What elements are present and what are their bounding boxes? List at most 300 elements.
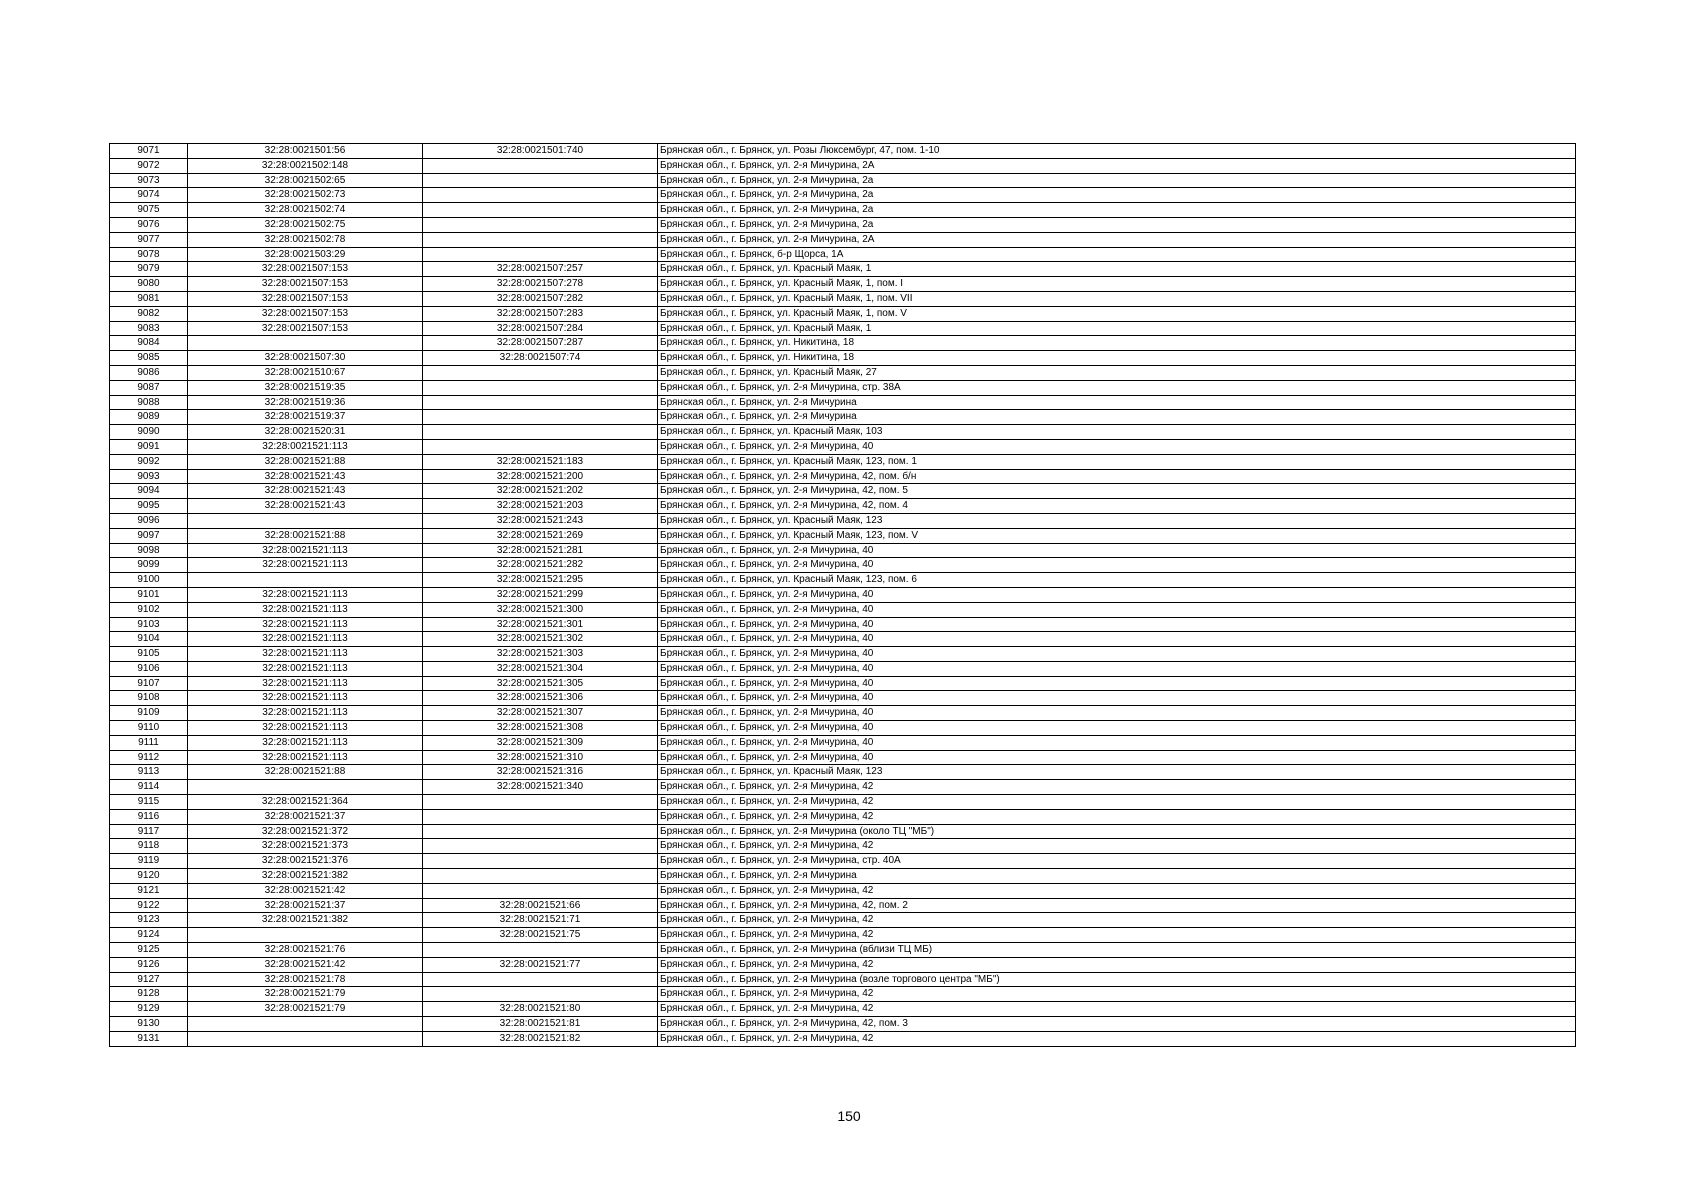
row-number-cell: 9076	[110, 217, 188, 232]
object-cadastral-number-cell: 32:28:0021521:282	[423, 558, 658, 573]
address-cell: Брянская обл., г. Брянск, ул. 2-я Мичурина, 42, пом. б/н	[658, 469, 1576, 484]
table-row	[110, 499, 1576, 514]
table-row	[110, 617, 1576, 632]
address-cell: Брянская обл., г. Брянск, ул. 2-я Мичурина, 40	[658, 632, 1576, 647]
object-cadastral-number-cell: 32:28:0021521:300	[423, 602, 658, 617]
cadastral-number-cell: 32:28:0021521:42	[188, 957, 423, 972]
table-row	[110, 647, 1576, 662]
cadastral-number-cell: 32:28:0021507:153	[188, 262, 423, 277]
row-number-cell: 9091	[110, 439, 188, 454]
table-row	[110, 869, 1576, 884]
object-cadastral-number-cell	[423, 795, 658, 810]
address-cell: Брянская обл., г. Брянск, ул. 2-я Мичурина, 42	[658, 839, 1576, 854]
object-cadastral-number-cell: 32:28:0021507:287	[423, 336, 658, 351]
row-number-cell: 9122	[110, 898, 188, 913]
object-cadastral-number-cell: 32:28:0021521:295	[423, 573, 658, 588]
table-row	[110, 957, 1576, 972]
cadastral-number-cell: 32:28:0021521:113	[188, 587, 423, 602]
table-row	[110, 380, 1576, 395]
table-row	[110, 173, 1576, 188]
row-number-cell: 9126	[110, 957, 188, 972]
table-row	[110, 425, 1576, 440]
table-row	[110, 543, 1576, 558]
cadastral-number-cell: 32:28:0021521:79	[188, 1002, 423, 1017]
address-cell: Брянская обл., г. Брянск, ул. 2-я Мичурина, 2А	[658, 158, 1576, 173]
table-row	[110, 336, 1576, 351]
address-cell: Брянская обл., г. Брянск, ул. 2-я Мичурина, 40	[658, 587, 1576, 602]
row-number-cell: 9109	[110, 706, 188, 721]
table-row	[110, 839, 1576, 854]
cadastral-number-cell: 32:28:0021521:113	[188, 543, 423, 558]
object-cadastral-number-cell: 32:28:0021521:80	[423, 1002, 658, 1017]
object-cadastral-number-cell	[423, 972, 658, 987]
address-cell: Брянская обл., г. Брянск, ул. 2-я Мичурина, 42	[658, 795, 1576, 810]
address-cell: Брянская обл., г. Брянск, ул. 2-я Мичурина, 42, пом. 5	[658, 484, 1576, 499]
row-number-cell: 9117	[110, 824, 188, 839]
cadastral-number-cell: 32:28:0021510:67	[188, 365, 423, 380]
table-row	[110, 1031, 1576, 1046]
object-cadastral-number-cell: 32:28:0021521:66	[423, 898, 658, 913]
row-number-cell: 9090	[110, 425, 188, 440]
row-number-cell: 9105	[110, 647, 188, 662]
address-cell: Брянская обл., г. Брянск, ул. Никитина, 18	[658, 336, 1576, 351]
table-row	[110, 232, 1576, 247]
table-row	[110, 513, 1576, 528]
row-number-cell: 9103	[110, 617, 188, 632]
table-row	[110, 765, 1576, 780]
object-cadastral-number-cell: 32:28:0021521:303	[423, 647, 658, 662]
object-cadastral-number-cell: 32:28:0021521:301	[423, 617, 658, 632]
table-row	[110, 439, 1576, 454]
address-cell: Брянская обл., г. Брянск, ул. 2-я Мичурина, 42, пом. 4	[658, 499, 1576, 514]
row-number-cell: 9094	[110, 484, 188, 499]
row-number-cell: 9123	[110, 913, 188, 928]
table-row	[110, 321, 1576, 336]
object-cadastral-number-cell: 32:28:0021521:304	[423, 661, 658, 676]
table-row	[110, 824, 1576, 839]
cadastral-number-cell: 32:28:0021507:153	[188, 321, 423, 336]
cadastral-number-cell: 32:28:0021502:78	[188, 232, 423, 247]
table-row	[110, 573, 1576, 588]
address-cell: Брянская обл., г. Брянск, ул. 2-я Мичурина	[658, 395, 1576, 410]
cadastral-number-cell: 32:28:0021521:88	[188, 765, 423, 780]
address-cell: Брянская обл., г. Брянск, ул. 2-я Мичурина, 40	[658, 558, 1576, 573]
row-number-cell: 9115	[110, 795, 188, 810]
row-number-cell: 9111	[110, 735, 188, 750]
cadastral-number-cell: 32:28:0021519:36	[188, 395, 423, 410]
object-cadastral-number-cell	[423, 365, 658, 380]
table-row	[110, 587, 1576, 602]
object-cadastral-number-cell: 32:28:0021521:203	[423, 499, 658, 514]
cadastral-number-cell: 32:28:0021520:31	[188, 425, 423, 440]
object-cadastral-number-cell	[423, 809, 658, 824]
cadastral-number-cell: 32:28:0021502:73	[188, 188, 423, 203]
object-cadastral-number-cell: 32:28:0021507:283	[423, 306, 658, 321]
cadastral-number-cell: 32:28:0021521:37	[188, 809, 423, 824]
address-cell: Брянская обл., г. Брянск, ул. 2-я Мичурина, стр. 40А	[658, 854, 1576, 869]
row-number-cell: 9131	[110, 1031, 188, 1046]
object-cadastral-number-cell: 32:28:0021521:310	[423, 750, 658, 765]
table-row	[110, 217, 1576, 232]
cadastral-number-cell: 32:28:0021501:56	[188, 144, 423, 159]
table-row	[110, 795, 1576, 810]
row-number-cell: 9125	[110, 943, 188, 958]
table-row	[110, 691, 1576, 706]
object-cadastral-number-cell	[423, 869, 658, 884]
address-cell: Брянская обл., г. Брянск, ул. Красный Маяк, 103	[658, 425, 1576, 440]
address-cell: Брянская обл., г. Брянск, ул. 2-я Мичурина, 2а	[658, 188, 1576, 203]
table-row	[110, 661, 1576, 676]
cadastral-number-cell	[188, 573, 423, 588]
table-row	[110, 277, 1576, 292]
row-number-cell: 9072	[110, 158, 188, 173]
table-row	[110, 750, 1576, 765]
row-number-cell: 9114	[110, 780, 188, 795]
address-cell: Брянская обл., г. Брянск, ул. 2-я Мичурина, 2а	[658, 217, 1576, 232]
cadastral-number-cell: 32:28:0021521:382	[188, 869, 423, 884]
cadastral-number-cell: 32:28:0021521:113	[188, 632, 423, 647]
cadastral-number-cell: 32:28:0021521:113	[188, 647, 423, 662]
row-number-cell: 9093	[110, 469, 188, 484]
address-cell: Брянская обл., г. Брянск, ул. Розы Люксембург, 47, пом. 1-10	[658, 144, 1576, 159]
cadastral-number-cell: 32:28:0021521:43	[188, 469, 423, 484]
address-cell: Брянская обл., г. Брянск, ул. 2-я Мичурина, 2а	[658, 173, 1576, 188]
table-row	[110, 484, 1576, 499]
cadastral-number-cell: 32:28:0021521:79	[188, 987, 423, 1002]
table-row	[110, 987, 1576, 1002]
cadastral-number-cell	[188, 336, 423, 351]
table-row	[110, 943, 1576, 958]
table-row	[110, 365, 1576, 380]
table-row	[110, 351, 1576, 366]
address-cell: Брянская обл., г. Брянск, ул. Красный Маяк, 1, пом. V	[658, 306, 1576, 321]
table-row	[110, 928, 1576, 943]
object-cadastral-number-cell	[423, 217, 658, 232]
object-cadastral-number-cell: 32:28:0021521:305	[423, 676, 658, 691]
address-cell: Брянская обл., г. Брянск, ул. 2-я Мичурина, 40	[658, 676, 1576, 691]
cadastral-number-cell	[188, 513, 423, 528]
object-cadastral-number-cell: 32:28:0021521:243	[423, 513, 658, 528]
address-cell: Брянская обл., г. Брянск, ул. 2-я Мичурина, 40	[658, 647, 1576, 662]
cadastral-number-cell: 32:28:0021521:113	[188, 602, 423, 617]
address-cell: Брянская обл., г. Брянск, ул. 2-я Мичурина, 40	[658, 617, 1576, 632]
row-number-cell: 9112	[110, 750, 188, 765]
cadastral-number-cell: 32:28:0021519:37	[188, 410, 423, 425]
object-cadastral-number-cell: 32:28:0021501:740	[423, 144, 658, 159]
object-cadastral-number-cell: 32:28:0021521:200	[423, 469, 658, 484]
table-row	[110, 706, 1576, 721]
cadastral-number-cell: 32:28:0021521:113	[188, 558, 423, 573]
object-cadastral-number-cell	[423, 839, 658, 854]
table-row	[110, 809, 1576, 824]
row-number-cell: 9097	[110, 528, 188, 543]
row-number-cell: 9106	[110, 661, 188, 676]
object-cadastral-number-cell: 32:28:0021507:74	[423, 351, 658, 366]
cadastral-number-cell: 32:28:0021521:373	[188, 839, 423, 854]
cadastral-number-cell: 32:28:0021519:35	[188, 380, 423, 395]
table-row	[110, 262, 1576, 277]
row-number-cell: 9089	[110, 410, 188, 425]
address-cell: Брянская обл., г. Брянск, ул. 2-я Мичурина	[658, 869, 1576, 884]
row-number-cell: 9088	[110, 395, 188, 410]
address-cell: Брянская обл., г. Брянск, ул. 2-я Мичурина, 40	[658, 750, 1576, 765]
address-cell: Брянская обл., г. Брянск, ул. 2-я Мичурина, 42	[658, 1002, 1576, 1017]
address-cell: Брянская обл., г. Брянск, ул. Красный Маяк, 123	[658, 513, 1576, 528]
cadastral-number-cell	[188, 928, 423, 943]
object-cadastral-number-cell: 32:28:0021521:299	[423, 587, 658, 602]
address-cell: Брянская обл., г. Брянск, ул. 2-я Мичурина, 42	[658, 957, 1576, 972]
object-cadastral-number-cell	[423, 943, 658, 958]
table-row	[110, 454, 1576, 469]
row-number-cell: 9124	[110, 928, 188, 943]
object-cadastral-number-cell	[423, 158, 658, 173]
object-cadastral-number-cell	[423, 232, 658, 247]
object-cadastral-number-cell: 32:28:0021521:71	[423, 913, 658, 928]
address-cell: Брянская обл., г. Брянск, ул. 2-я Мичурина, 2а	[658, 203, 1576, 218]
row-number-cell: 9074	[110, 188, 188, 203]
row-number-cell: 9130	[110, 1017, 188, 1032]
address-cell: Брянская обл., г. Брянск, ул. 2-я Мичурина, 40	[658, 543, 1576, 558]
table-row	[110, 898, 1576, 913]
cadastral-number-cell: 32:28:0021521:43	[188, 484, 423, 499]
table-row	[110, 780, 1576, 795]
row-number-cell: 9108	[110, 691, 188, 706]
address-cell: Брянская обл., г. Брянск, ул. 2-я Мичурина, 40	[658, 661, 1576, 676]
object-cadastral-number-cell: 32:28:0021521:308	[423, 721, 658, 736]
address-cell: Брянская обл., г. Брянск, ул. 2-я Мичурина (вблизи ТЦ МБ)	[658, 943, 1576, 958]
object-cadastral-number-cell: 32:28:0021521:75	[423, 928, 658, 943]
table-row	[110, 854, 1576, 869]
object-cadastral-number-cell	[423, 824, 658, 839]
cadastral-number-cell: 32:28:0021502:75	[188, 217, 423, 232]
object-cadastral-number-cell	[423, 987, 658, 1002]
object-cadastral-number-cell: 32:28:0021521:77	[423, 957, 658, 972]
cadastral-number-cell: 32:28:0021507:153	[188, 291, 423, 306]
row-number-cell: 9099	[110, 558, 188, 573]
cadastral-number-cell: 32:28:0021521:376	[188, 854, 423, 869]
object-cadastral-number-cell	[423, 410, 658, 425]
cadastral-number-cell	[188, 1031, 423, 1046]
table-row	[110, 972, 1576, 987]
cadastral-number-cell: 32:28:0021521:364	[188, 795, 423, 810]
row-number-cell: 9085	[110, 351, 188, 366]
row-number-cell: 9121	[110, 883, 188, 898]
object-cadastral-number-cell	[423, 854, 658, 869]
object-cadastral-number-cell: 32:28:0021521:302	[423, 632, 658, 647]
row-number-cell: 9086	[110, 365, 188, 380]
table-row	[110, 247, 1576, 262]
cadastral-number-cell: 32:28:0021521:42	[188, 883, 423, 898]
table-row	[110, 913, 1576, 928]
page-number: 150	[837, 1108, 861, 1124]
table-row	[110, 203, 1576, 218]
address-cell: Брянская обл., г. Брянск, ул. 2-я Мичурина, 42	[658, 883, 1576, 898]
row-number-cell: 9129	[110, 1002, 188, 1017]
cadastral-number-cell	[188, 780, 423, 795]
object-cadastral-number-cell: 32:28:0021521:183	[423, 454, 658, 469]
address-cell: Брянская обл., г. Брянск, ул. Красный Маяк, 123	[658, 765, 1576, 780]
table-row	[110, 735, 1576, 750]
row-number-cell: 9113	[110, 765, 188, 780]
address-cell: Брянская обл., г. Брянск, ул. 2-я Мичурина, 42	[658, 780, 1576, 795]
cadastral-number-cell: 32:28:0021507:30	[188, 351, 423, 366]
row-number-cell: 9078	[110, 247, 188, 262]
row-number-cell: 9101	[110, 587, 188, 602]
table-row	[110, 721, 1576, 736]
object-cadastral-number-cell: 32:28:0021521:202	[423, 484, 658, 499]
cadastral-number-cell: 32:28:0021521:113	[188, 721, 423, 736]
row-number-cell: 9095	[110, 499, 188, 514]
object-cadastral-number-cell	[423, 395, 658, 410]
cadastral-number-cell: 32:28:0021521:37	[188, 898, 423, 913]
cadastral-number-cell: 32:28:0021521:113	[188, 676, 423, 691]
table-row	[110, 306, 1576, 321]
row-number-cell: 9116	[110, 809, 188, 824]
row-number-cell: 9084	[110, 336, 188, 351]
address-cell: Брянская обл., г. Брянск, ул. 2-я Мичурина, 42	[658, 987, 1576, 1002]
row-number-cell: 9083	[110, 321, 188, 336]
row-number-cell: 9128	[110, 987, 188, 1002]
row-number-cell: 9119	[110, 854, 188, 869]
row-number-cell: 9102	[110, 602, 188, 617]
row-number-cell: 9107	[110, 676, 188, 691]
address-cell: Брянская обл., г. Брянск, ул. 2-я Мичурина, 40	[658, 602, 1576, 617]
address-cell: Брянская обл., г. Брянск, ул. 2-я Мичурина, 42, пом. 2	[658, 898, 1576, 913]
address-cell: Брянская обл., г. Брянск, ул. Красный Маяк, 1	[658, 262, 1576, 277]
cadastral-number-cell: 32:28:0021507:153	[188, 306, 423, 321]
registry-table	[109, 143, 1576, 1047]
row-number-cell: 9100	[110, 573, 188, 588]
address-cell: Брянская обл., г. Брянск, ул. Красный Маяк, 1, пом. VII	[658, 291, 1576, 306]
object-cadastral-number-cell: 32:28:0021507:282	[423, 291, 658, 306]
table-row	[110, 144, 1576, 159]
object-cadastral-number-cell: 32:28:0021521:307	[423, 706, 658, 721]
object-cadastral-number-cell	[423, 188, 658, 203]
object-cadastral-number-cell: 32:28:0021521:306	[423, 691, 658, 706]
address-cell: Брянская обл., г. Брянск, ул. 2-я Мичурина, 40	[658, 735, 1576, 750]
object-cadastral-number-cell	[423, 883, 658, 898]
cadastral-number-cell: 32:28:0021502:65	[188, 173, 423, 188]
row-number-cell: 9079	[110, 262, 188, 277]
row-number-cell: 9118	[110, 839, 188, 854]
object-cadastral-number-cell: 32:28:0021507:284	[423, 321, 658, 336]
object-cadastral-number-cell: 32:28:0021521:82	[423, 1031, 658, 1046]
row-number-cell: 9082	[110, 306, 188, 321]
address-cell: Брянская обл., г. Брянск, ул. 2-я Мичурина	[658, 410, 1576, 425]
object-cadastral-number-cell: 32:28:0021521:81	[423, 1017, 658, 1032]
row-number-cell: 9077	[110, 232, 188, 247]
object-cadastral-number-cell	[423, 173, 658, 188]
table-row	[110, 558, 1576, 573]
object-cadastral-number-cell	[423, 425, 658, 440]
object-cadastral-number-cell: 32:28:0021521:340	[423, 780, 658, 795]
cadastral-number-cell: 32:28:0021521:43	[188, 499, 423, 514]
address-cell: Брянская обл., г. Брянск, ул. 2-я Мичурина, 2А	[658, 232, 1576, 247]
table-row	[110, 158, 1576, 173]
row-number-cell: 9081	[110, 291, 188, 306]
address-cell: Брянская обл., г. Брянск, ул. 2-я Мичурина, 42, пом. 3	[658, 1017, 1576, 1032]
cadastral-number-cell: 32:28:0021521:113	[188, 750, 423, 765]
cadastral-number-cell: 32:28:0021521:113	[188, 661, 423, 676]
cadastral-number-cell: 32:28:0021521:113	[188, 706, 423, 721]
address-cell: Брянская обл., г. Брянск, ул. 2-я Мичурина, 42	[658, 928, 1576, 943]
address-cell: Брянская обл., г. Брянск, ул. 2-я Мичурина (около ТЦ "МБ")	[658, 824, 1576, 839]
row-number-cell: 9092	[110, 454, 188, 469]
row-number-cell: 9098	[110, 543, 188, 558]
table-row	[110, 469, 1576, 484]
row-number-cell: 9071	[110, 144, 188, 159]
cadastral-number-cell: 32:28:0021503:29	[188, 247, 423, 262]
address-cell: Брянская обл., г. Брянск, ул. 2-я Мичурина, 42	[658, 913, 1576, 928]
object-cadastral-number-cell: 32:28:0021521:281	[423, 543, 658, 558]
address-cell: Брянская обл., г. Брянск, ул. 2-я Мичурина, 40	[658, 691, 1576, 706]
row-number-cell: 9127	[110, 972, 188, 987]
cadastral-number-cell: 32:28:0021521:372	[188, 824, 423, 839]
cadastral-number-cell: 32:28:0021507:153	[188, 277, 423, 292]
table-row	[110, 676, 1576, 691]
object-cadastral-number-cell: 32:28:0021521:309	[423, 735, 658, 750]
table-row	[110, 1017, 1576, 1032]
object-cadastral-number-cell: 32:28:0021507:257	[423, 262, 658, 277]
cadastral-number-cell: 32:28:0021521:113	[188, 439, 423, 454]
address-cell: Брянская обл., г. Брянск, ул. Красный Маяк, 123, пом. 1	[658, 454, 1576, 469]
cadastral-number-cell: 32:28:0021521:113	[188, 617, 423, 632]
address-cell: Брянская обл., г. Брянск, ул. Никитина, 18	[658, 351, 1576, 366]
address-cell: Брянская обл., г. Брянск, ул. 2-я Мичурина, 40	[658, 721, 1576, 736]
object-cadastral-number-cell	[423, 247, 658, 262]
cadastral-number-cell: 32:28:0021521:78	[188, 972, 423, 987]
row-number-cell: 9104	[110, 632, 188, 647]
address-cell: Брянская обл., г. Брянск, ул. 2-я Мичурина, 40	[658, 439, 1576, 454]
cadastral-number-cell: 32:28:0021502:74	[188, 203, 423, 218]
object-cadastral-number-cell	[423, 380, 658, 395]
address-cell: Брянская обл., г. Брянск, б-р Щорса, 1А	[658, 247, 1576, 262]
address-cell: Брянская обл., г. Брянск, ул. Красный Маяк, 123, пом. V	[658, 528, 1576, 543]
cadastral-number-cell: 32:28:0021521:113	[188, 735, 423, 750]
row-number-cell: 9120	[110, 869, 188, 884]
row-number-cell: 9096	[110, 513, 188, 528]
cadastral-number-cell: 32:28:0021521:88	[188, 454, 423, 469]
object-cadastral-number-cell: 32:28:0021521:269	[423, 528, 658, 543]
object-cadastral-number-cell: 32:28:0021507:278	[423, 277, 658, 292]
table-row	[110, 410, 1576, 425]
row-number-cell: 9073	[110, 173, 188, 188]
address-cell: Брянская обл., г. Брянск, ул. 2-я Мичурина, стр. 38А	[658, 380, 1576, 395]
table-row	[110, 883, 1576, 898]
row-number-cell: 9110	[110, 721, 188, 736]
cadastral-number-cell: 32:28:0021521:76	[188, 943, 423, 958]
table-row	[110, 602, 1576, 617]
table-row	[110, 528, 1576, 543]
row-number-cell: 9075	[110, 203, 188, 218]
object-cadastral-number-cell	[423, 439, 658, 454]
table-row	[110, 632, 1576, 647]
table-row	[110, 395, 1576, 410]
cadastral-number-cell: 32:28:0021521:113	[188, 691, 423, 706]
row-number-cell: 9080	[110, 277, 188, 292]
registry-table-body	[110, 144, 1576, 1047]
object-cadastral-number-cell: 32:28:0021521:316	[423, 765, 658, 780]
address-cell: Брянская обл., г. Брянск, ул. Красный Маяк, 27	[658, 365, 1576, 380]
object-cadastral-number-cell	[423, 203, 658, 218]
address-cell: Брянская обл., г. Брянск, ул. Красный Маяк, 123, пом. 6	[658, 573, 1576, 588]
address-cell: Брянская обл., г. Брянск, ул. Красный Маяк, 1	[658, 321, 1576, 336]
row-number-cell: 9087	[110, 380, 188, 395]
address-cell: Брянская обл., г. Брянск, ул. 2-я Мичурина, 42	[658, 1031, 1576, 1046]
cadastral-number-cell	[188, 1017, 423, 1032]
table-row	[110, 1002, 1576, 1017]
table-row	[110, 188, 1576, 203]
